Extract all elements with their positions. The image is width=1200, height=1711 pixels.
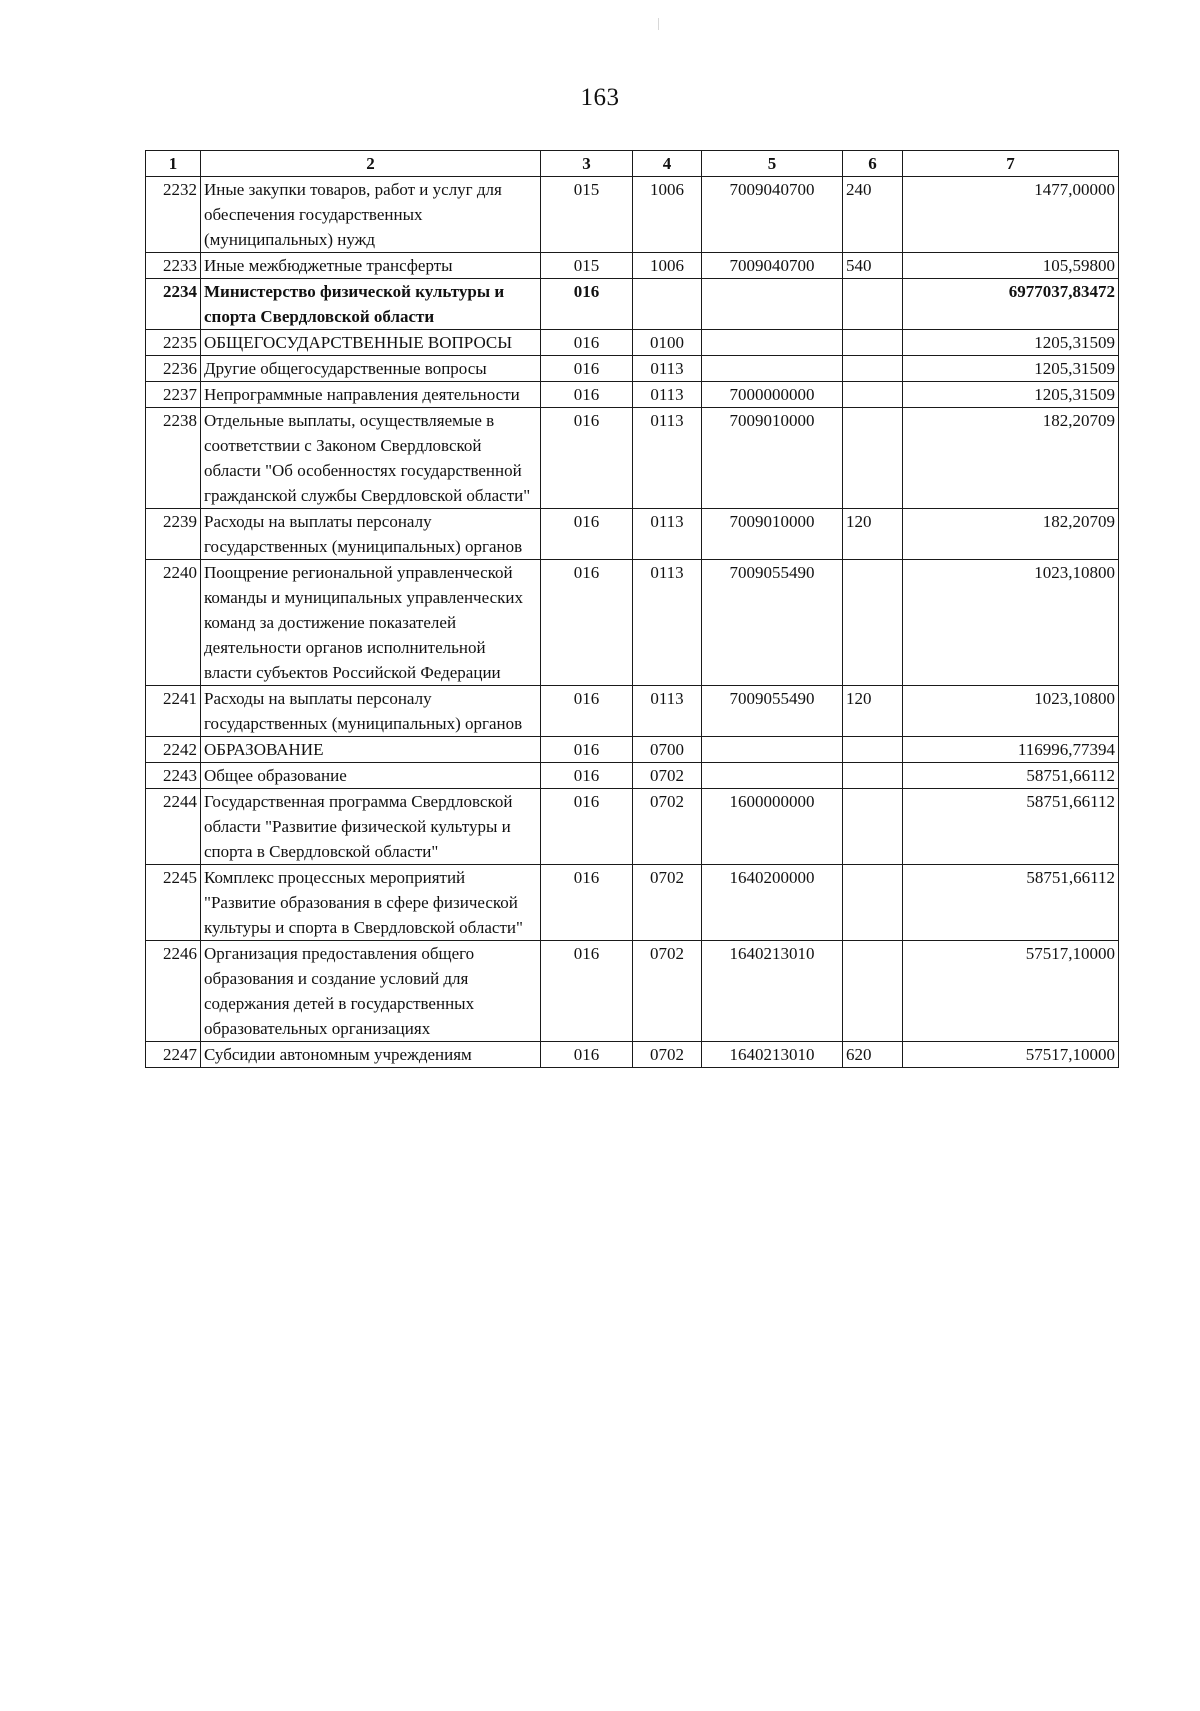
section-code: 1006 (633, 177, 702, 253)
expense-type-code (843, 560, 903, 686)
amount: 1023,10800 (903, 560, 1119, 686)
expense-type-code (843, 279, 903, 330)
expense-type-code (843, 382, 903, 408)
scan-artifact (658, 18, 659, 30)
table-row (146, 865, 1119, 941)
row-name: Другие общегосударственные вопросы (201, 356, 541, 382)
row-number: 2247 (146, 1042, 201, 1068)
ministry-code: 016 (541, 763, 633, 789)
row-name: Отдельные выплаты, осуществляемые в соответствии с Законом Свердловской области "Об особенностях государственной гражданской службы Свердловской области" (201, 408, 541, 509)
table-row (146, 356, 1119, 382)
target-item-code: 7009010000 (702, 509, 843, 560)
ministry-code: 016 (541, 356, 633, 382)
target-item-code: 7009040700 (702, 177, 843, 253)
target-item-code (702, 279, 843, 330)
row-name: Общее образование (201, 763, 541, 789)
section-code: 0113 (633, 382, 702, 408)
page-number: 163 (580, 84, 620, 111)
row-number: 2242 (146, 737, 201, 763)
expense-type-code (843, 789, 903, 865)
section-code: 0702 (633, 1042, 702, 1068)
row-number: 2235 (146, 330, 201, 356)
target-item-code (702, 356, 843, 382)
section-code: 1006 (633, 253, 702, 279)
target-item-code: 7009055490 (702, 686, 843, 737)
amount: 58751,66112 (903, 789, 1119, 865)
table-row (146, 253, 1119, 279)
target-item-code (702, 737, 843, 763)
amount: 1205,31509 (903, 330, 1119, 356)
ministry-code: 016 (541, 330, 633, 356)
section-code: 0113 (633, 408, 702, 509)
table-row (146, 408, 1119, 509)
expense-type-code (843, 330, 903, 356)
section-code: 0113 (633, 560, 702, 686)
column-header: 2 (201, 151, 541, 177)
target-item-code: 7000000000 (702, 382, 843, 408)
row-name: Непрограммные направления деятельности (201, 382, 541, 408)
target-item-code: 1640200000 (702, 865, 843, 941)
column-header: 4 (633, 151, 702, 177)
row-name: Расходы на выплаты персоналу государственных (муниципальных) органов (201, 686, 541, 737)
table-row (146, 330, 1119, 356)
row-name: ОБРАЗОВАНИЕ (201, 737, 541, 763)
ministry-code: 016 (541, 1042, 633, 1068)
row-name: Министерство физической культуры и спорта Свердловской области (201, 279, 541, 330)
column-header: 3 (541, 151, 633, 177)
row-number: 2246 (146, 941, 201, 1042)
amount: 57517,10000 (903, 1042, 1119, 1068)
ministry-code: 016 (541, 509, 633, 560)
expense-type-code (843, 408, 903, 509)
row-name: Организация предоставления общего образования и создание условий для содержания детей в государственных образовательных организациях (201, 941, 541, 1042)
budget-table (145, 150, 1119, 1068)
table-row (146, 941, 1119, 1042)
amount: 58751,66112 (903, 865, 1119, 941)
expense-type-code: 540 (843, 253, 903, 279)
row-number: 2243 (146, 763, 201, 789)
section-code: 0702 (633, 763, 702, 789)
row-number: 2236 (146, 356, 201, 382)
row-name: Расходы на выплаты персоналу государственных (муниципальных) органов (201, 509, 541, 560)
expense-type-code (843, 356, 903, 382)
row-number: 2241 (146, 686, 201, 737)
column-header: 6 (843, 151, 903, 177)
ministry-code: 016 (541, 865, 633, 941)
row-name: Субсидии автономным учреждениям (201, 1042, 541, 1068)
amount: 1477,00000 (903, 177, 1119, 253)
ministry-code: 016 (541, 941, 633, 1042)
target-item-code: 1640213010 (702, 1042, 843, 1068)
amount: 105,59800 (903, 253, 1119, 279)
row-name: Комплекс процессных мероприятий "Развитие образования в сфере физической культуры и спорта в Свердловской области" (201, 865, 541, 941)
row-number: 2233 (146, 253, 201, 279)
row-name: Иные закупки товаров, работ и услуг для обеспечения государственных (муниципальных) нужд (201, 177, 541, 253)
ministry-code: 015 (541, 253, 633, 279)
amount: 182,20709 (903, 509, 1119, 560)
amount: 57517,10000 (903, 941, 1119, 1042)
table-row (146, 560, 1119, 686)
row-name: Поощрение региональной управленческой команды и муниципальных управленческих команд за достижение показателей деятельности органов исполнительной власти субъектов Российской Федерации (201, 560, 541, 686)
table-row (146, 279, 1119, 330)
amount: 1205,31509 (903, 356, 1119, 382)
row-number: 2239 (146, 509, 201, 560)
table-row (146, 737, 1119, 763)
section-code: 0113 (633, 509, 702, 560)
amount: 6977037,83472 (903, 279, 1119, 330)
target-item-code (702, 330, 843, 356)
ministry-code: 015 (541, 177, 633, 253)
amount: 116996,77394 (903, 737, 1119, 763)
target-item-code: 7009055490 (702, 560, 843, 686)
ministry-code: 016 (541, 737, 633, 763)
row-name: Государственная программа Свердловской области "Развитие физической культуры и спорта в Свердловской области" (201, 789, 541, 865)
ministry-code: 016 (541, 382, 633, 408)
amount: 58751,66112 (903, 763, 1119, 789)
table-row (146, 509, 1119, 560)
column-header: 5 (702, 151, 843, 177)
target-item-code: 7009040700 (702, 253, 843, 279)
expense-type-code: 120 (843, 509, 903, 560)
expense-type-code: 620 (843, 1042, 903, 1068)
expense-type-code (843, 865, 903, 941)
expense-type-code (843, 941, 903, 1042)
row-number: 2245 (146, 865, 201, 941)
target-item-code: 1640213010 (702, 941, 843, 1042)
table-header-row (146, 151, 1119, 177)
row-number: 2244 (146, 789, 201, 865)
ministry-code: 016 (541, 789, 633, 865)
expense-type-code (843, 763, 903, 789)
ministry-code: 016 (541, 560, 633, 686)
amount: 1023,10800 (903, 686, 1119, 737)
table-row (146, 177, 1119, 253)
section-code (633, 279, 702, 330)
expense-type-code: 120 (843, 686, 903, 737)
amount: 1205,31509 (903, 382, 1119, 408)
row-number: 2238 (146, 408, 201, 509)
table-row (146, 789, 1119, 865)
row-number: 2232 (146, 177, 201, 253)
section-code: 0113 (633, 356, 702, 382)
row-number: 2240 (146, 560, 201, 686)
table-row (146, 686, 1119, 737)
section-code: 0702 (633, 865, 702, 941)
table-row (146, 382, 1119, 408)
row-name: Иные межбюджетные трансферты (201, 253, 541, 279)
target-item-code: 7009010000 (702, 408, 843, 509)
section-code: 0702 (633, 789, 702, 865)
row-number: 2237 (146, 382, 201, 408)
section-code: 0100 (633, 330, 702, 356)
table-row (146, 1042, 1119, 1068)
row-number: 2234 (146, 279, 201, 330)
ministry-code: 016 (541, 279, 633, 330)
target-item-code: 1600000000 (702, 789, 843, 865)
ministry-code: 016 (541, 408, 633, 509)
table-row (146, 763, 1119, 789)
target-item-code (702, 763, 843, 789)
column-header: 7 (903, 151, 1119, 177)
expense-type-code: 240 (843, 177, 903, 253)
section-code: 0702 (633, 941, 702, 1042)
column-header: 1 (146, 151, 201, 177)
section-code: 0113 (633, 686, 702, 737)
expense-type-code (843, 737, 903, 763)
amount: 182,20709 (903, 408, 1119, 509)
section-code: 0700 (633, 737, 702, 763)
row-name: ОБЩЕГОСУДАРСТВЕННЫЕ ВОПРОСЫ (201, 330, 541, 356)
ministry-code: 016 (541, 686, 633, 737)
